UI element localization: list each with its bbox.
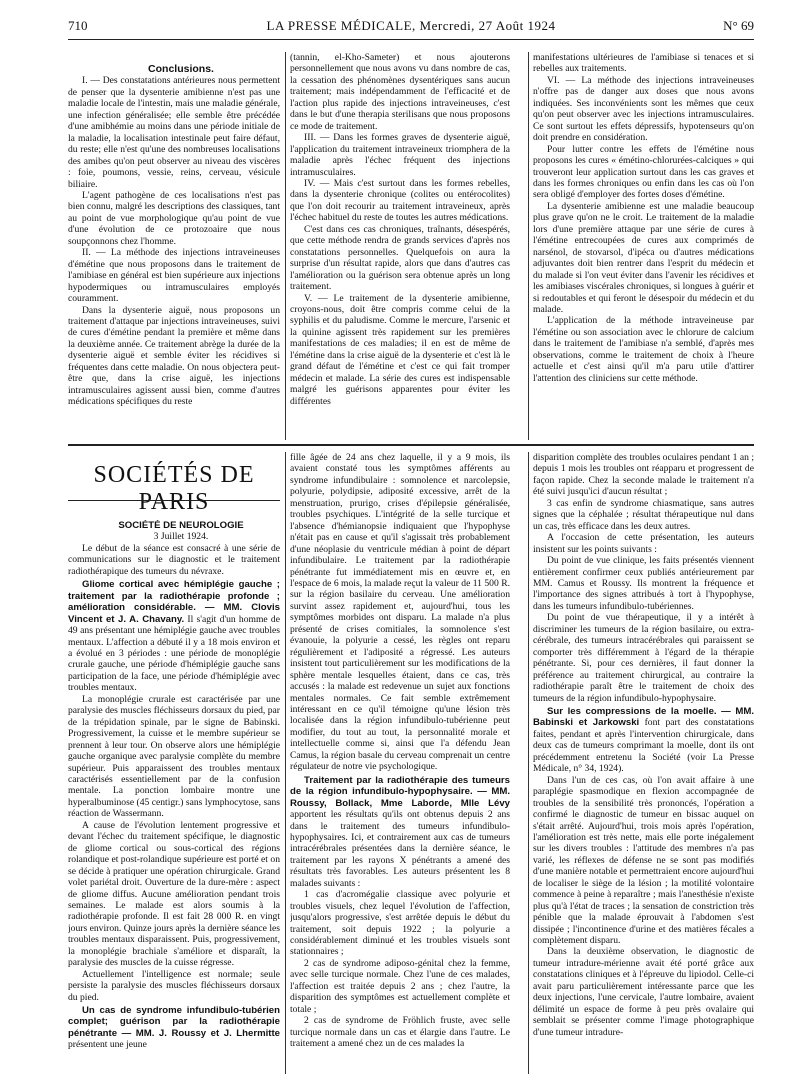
paragraph: II. — La méthode des injections intraveineuses d'émétine que nous proposons dans le traitement de l'amibiase en général est bien supérieure aux injections hypodermiques ou intramusculaires employés couramment. [68, 247, 280, 305]
column-divider [528, 52, 529, 440]
top-column-3 [533, 52, 754, 444]
session-date: 3 Juillet 1924. [153, 531, 209, 543]
top-column-2 [290, 52, 510, 444]
communication-title: Traitement par la radiothérapie des tumeurs de la région infundibulo-hypophysaire. — MM. Roussy, Bollack, Mme Laborde, Mlle Lévy [290, 774, 510, 809]
conclusions-heading: Conclusions. [148, 64, 214, 75]
paragraph: disparition complète des troubles oculaires pendant 1 an ; depuis 1 mois les troubles ont réapparu et progressent de façon rapide. Chez la seconde malade le traitement n'a été suivi jusqu'ici d'aucun résultat ; [533, 452, 754, 498]
communication-title: Sur les compressions de la moelle. — MM. Babinski et Jarkowski [533, 705, 754, 729]
communication-title: Gliome cortical avec hémiplégie gauche ; traitement par la radiothérapie profonde ; amélioration considérable. — MM. Clovis Vincent et J. A. Chavany. [68, 579, 280, 625]
paragraph: Dans la deuxième observation, le diagnostic de tumeur intradure-mérienne avait été porté grâce aux constatations cliniques et à l'épreuve du lipiodol. Celle-ci avait paru particulièrement intéressante parce que les deux injections, l'une cervicale, l'autre lombaire, avaient délimité un espace de forme à peu près ovalaire qui semblait se présenter comme l'image photographique d'une tumeur intradure- [533, 946, 754, 1038]
paragraph: III. — Dans les formes graves de dysenterie aiguë, l'application du traitement intraveineux triomphera de la maladie après l'échec fréquent des injections intramusculaires. [290, 132, 510, 178]
paragraph: Le début de la séance est consacré à une série de communications sur le diagnostic et le traitement radiothérapique des tumeurs du névraxe. [68, 542, 280, 577]
paragraph: La monoplégie crurale est caractérisée par une paralysie des muscles fléchisseurs dorsaux du pied, par de la trépidation spinale, par le signe de Babinski. Progressivement, la cuisse et le membre supérieur se prennent à leur tour. On observe alors une hémiplégie gauche organique avec paralysie complète du membre supérieur. Puis apparaissent des troubles mentaux caractérisés essentiellement par de la confusion mentale. La ponction lombaire montre une hyperalbuminose (45 centigr.) sans lymphocytose, sans réaction de Wassermann. [68, 693, 280, 820]
bottom-column-2 [290, 452, 510, 1078]
paragraph: 3 cas enfin de syndrome chiasmatique, sans autres signes que la céphalée ; résultat thérapeutique nul dans un cas, très efficace dans les deux autres. [533, 497, 754, 532]
paragraph: C'est dans ces cas chroniques, traînants, désespérés, que cette méthode rendra de grands services d'après nos constatations personnelles. Quelquefois on aura la surprise d'un résultat rapide, alors que dans d'autres cas l'amélioration ou la guérison sera obtenue après un long traitement. [290, 223, 510, 293]
paragraph: manifestations ultérieures de l'amibiase si tenaces et si rebelles aux traitements. [533, 52, 754, 75]
bottom-column-3 [533, 452, 754, 1078]
page-header [68, 18, 754, 36]
bottom-column-1 [68, 520, 280, 1078]
paragraph: Du point de vue thérapeutique, il y a intérêt à discriminer les tumeurs de la région basilaire, ou extra-cérébrale, des tumeurs intracérébrales qui paraissent se comporter très différemment à l'égard de la thérapie pénétrante. Si, pour ces dernières, il faut donner la préférence au traitement chirurgical, au contraire la radiothérapie paraît être le traitement de choix des tumeurs de la région infundibulo-hypophysaire. [533, 612, 754, 704]
paragraph: A l'occasion de cette présentation, les auteurs insistent sur les points suivants : [533, 532, 754, 555]
header-rule [68, 39, 754, 40]
column-divider [285, 52, 286, 440]
paragraph: Dans l'un de ces cas, où l'on avait affaire à une paraplégie spasmodique en flexion accompagnée de troubles de la sensibilité très prononcés, l'opération a confirmé le diagnostic de tumeur en bissac auquel on s'était arrêté. Aujourd'hui, trois mois après l'opération, l'amélioration est très nette, mais elle porte inégalement sur les divers troubles : l'attitude des membres n'a pas varié, les réflexes de défense ne se sont pas modifiés d'une manière notable et permettraient encore aujourd'hui de localiser le siège de la lésion ; la motilité volontaire commence à peine à reparaître ; mais l'anesthésie n'existe plus qu'à l'état de traces ; la sensation de constriction très pénible que la malade éprouvait à l'abdomen s'est dissipée ; l'incontinence d'urine et des matières fécales a complètement disparu. [533, 774, 754, 947]
paragraph: Du point de vue clinique, les faits présentés viennent entièrement confirmer ceux publiés antérieurement par MM. Camus et Roussy. Ils montrent la fréquence et l'importance des signes attribués à tort à l'hypophyse, dans les tumeurs infundibulo-tubériennes. [533, 555, 754, 612]
paragraph: Dans la dysenterie aiguë, nous proposons un traitement d'attaque par injections intraveineuses, suivi de cures d'émétine pendant la première et même dans la deuxième année. Ce traitement abrège la durée de la dysenterie aiguë et semble éviter les récidives si fréquentes dans cette maladie. On nous objectera peut-être que, dans la crise aiguë, les injections intramusculaires agissent aussi bien, comme d'autres médications spécifiques du reste [68, 304, 280, 408]
column-divider [528, 452, 529, 1074]
paragraph: 1 cas d'acromégalie classique avec polyurie et troubles visuels, chez lequel l'évolution de l'affection, jusqu'alors progressive, s'est arrêtée depuis le début du traitement, soit depuis 1922 ; la polyurie a considérablement diminué et les troubles visuels sont stationnaires ; [290, 889, 510, 958]
paragraph: 2 cas de syndrome de Fröhlich fruste, avec selle turcique normale dans un cas et élargie dans l'autre. Le traitement a amené chez un de ces malades la [290, 1015, 510, 1050]
title-rule [68, 500, 280, 501]
paragraph: présentent une jeune [68, 1039, 147, 1051]
paragraph: VI. — La méthode des injections intraveineuses n'offre pas de danger aux doses que nous avons indiquées. Ses inconvénients sont les mêmes que ceux qu'on peut observer avec les injections intramusculaires. Ce sont surtout les effets dépressifs, hypotenseurs qu'on doit prendre en considération. [533, 74, 754, 144]
paragraph: apportent les résultats qu'ils ont obtenus depuis 2 ans dans le traitement des tumeurs infundibulo-hypophysaires. Ici, et contrairement aux cas de tumeurs intracérébrales présentées dans la dernière séance, le traitement par les rayons X pénétrants a amené des résultats très favorables. Les auteurs présentent les 8 malades suivants : [290, 809, 510, 889]
top-column-1 [68, 64, 280, 444]
journal-title: LA PRESSE MÉDICALE, Mercredi, 27 Août 1924 [266, 18, 556, 33]
section-title: SOCIÉTÉS DE PARIS [93, 462, 255, 515]
paragraph: 2 cas de syndrome adiposo-génital chez la femme, avec selle turcique normale. Chez l'une de ces malades, l'affection est traitée depuis 2 ans ; chez l'autre, la disparition des symptômes est actuellement complète et totale ; [290, 957, 510, 1015]
society-name: SOCIÉTÉ DE NEUROLOGIE [118, 520, 244, 531]
paragraph: La dysenterie amibienne est une maladie beaucoup plus grave qu'on ne le croit. Le traitement de la maladie lors d'une première attaque par une série de cures à l'émétine entrecoupées de cures aux comprimés de narsénol, de stovarsol, d'ipéca ou d'autres médications adjuvantes doit bien rentrer dans l'esprit du médecin et du malade si l'on veut éviter dans l'avenir les récidives et les amibiases viscérales chroniques, si longues à guérir et si redoutables et qui feront le désespoir du médecin et du malade. [533, 200, 754, 315]
issue-number: N° 69 [723, 18, 754, 33]
paragraph: I. — Des constatations antérieures nous permettent de penser que la dysenterie amibienne n'est pas une maladie locale de l'intestin, mais une maladie générale, une infection généralisée; elle semble être précédée d'une amibhémie au moins dans une période initiale de la maladie, la localisation intestinale peut faire défaut, du reste; elle n'est qu'une des nombreuses localisations des amibes qu'on peut observer au niveau des viscères : foie, poumons, vessie, reins, cerveau, vésicule biliaire. [68, 75, 280, 190]
paragraph: (tannin, el-Kho-Sameter) et nous ajouterons personnellement que nous avons vu dans nombre de cas, la cessation des phénomènes dysentériques sans aucun traitement; mais indépendamment de l'efficacité et de l'action plus rapide des injections intraveineuses, c'est dans le but d'une therapia sterilisans que nous proposons ce mode de traitement. [290, 52, 510, 132]
paragraph: font part des constatations faites, pendant et après l'intervention chirurgicale, dans deux cas de tumeurs comprimant la moelle, dont ils ont précédemment entretenu la Société (voir La Presse Médicale, n° 34, 1924). [533, 717, 754, 775]
paragraph: fille âgée de 24 ans chez laquelle, il y a 9 mois, ils avaient constaté tous les symptômes afférents au syndrome infundibulaire : somnolence et narcolepsie, polyurie, polydipsie, adiposité excessive, arrêt de la menstruation, prurigo, crises d'épilepsie généralisée, troubles psychiques. L'intégrité de la selle turcique et l'absence d'hémianopsie indiquaient que l'hypophyse n'était pas en cause et qu'il s'agissait très probablement d'une néoplasie du ventricule médian à point de départ infundibulaire. Le traitement par la radiothérapie pénétrante fut immédiatement mis en œuvre et, en l'espace de 6 mois, la malade reçut la valeur de 11 500 R. sur la région basilaire du cerveau. Une amélioration survint assez rapidement et, aujourd'hui, tous les symptômes morbides ont disparu. La malade n'a plus présenté de crises comitiales, la somnolence s'est évanouie, la polyurie a cessé, les règles ont reparu régulièrement et l'adiposité a régressé. Les auteurs insistent tout particulièrement sur les modifications de la sphère mentale lesquelles étaient, dans ce cas, très accusés : la malade est redevenue un sujet aux fonctions mentales normales. Ce fait semble extrêmement intéressant en ce qu'il témoigne qu'une lésion très localisée dans la région infundibulo-tubérienne peut modifier, du tout au tout, la personnalité morale et intellectuelle comme si, ainsi que l'a défendu Jean Camus, la région basale du cerveau comprenait un centre régulateur de notre vie psychologique. [290, 452, 510, 773]
page-number: 710 [68, 18, 88, 33]
paragraph: A cause de l'évolution lentement progressive et devant l'échec du traitement spécifique, le diagnostic de gliome cortical ou sous-cortical des régions rolandique et post-rolandique supérieure est porté et on se décide à pratiquer une opération chirurgicale. Grand volet pariétal droit. Ouverture de la dure-mère : aspect de gliome diffus. Aucune amélioration pendant trois semaines. Le malade est alors soumis à la radiothérapie profonde. Il est fait 28 000 R. en vingt jours environ. Quinze jours après la dernière séance les troubles mentaux disparaissent. Puis, progressivement, la monoplégie brachiale s'améliore et disparaît, la paralysie des muscles de la cuisse régresse. [68, 819, 280, 969]
paragraph: L'agent pathogène de ces localisations n'est pas bien connu, malgré les descriptions des classiques, tant au point de vue morphologique qu'au point de vue d'une évolution de ce protozoaire que nous soupçonnons chez l'homme. [68, 189, 280, 247]
column-divider [285, 452, 286, 1074]
paragraph: Il s'agit d'un homme de 49 ans présentant une hémiplégie gauche avec troubles mentaux. L'affection a débuté il y a 18 mois environ et a évolué en 3 périodes : une période de monoplégie crurale gauche, une période d'hémiplégie gauche sans participation de la face, une période d'hémiplégie avec troubles mentaux. [68, 613, 280, 694]
paragraph: V. — Le traitement de la dysenterie amibienne, croyons-nous, doit être compris comme celui de la syphilis et du paludisme. Comme le mercure, l'arsenic et la quinine agissent très rapidement sur les premières manifestations de ces maladies; il en est de même de l'émétine dans la crise aiguë de la dysenterie et c'est là le grand défaut de l'émétine et c'est ce qui fait tromper médecin et malade. La série des cures est indispensable malgré les guérisons apparentes pour éviter les différentes [290, 292, 510, 407]
section-rule [68, 444, 754, 446]
paragraph: L'application de la méthode intraveineuse par l'émétine ou son association avec le chlorure de calcium dans le traitement de l'amibiase n'a semblé, d'après mes observations, comme le traitement de choix à l'heure actuelle et c'est ainsi qu'il m'a paru utile d'attirer l'attention des cliniciens sur cette méthode. [533, 315, 754, 384]
paragraph: IV. — Mais c'est surtout dans les formes rebelles, dans la dysenterie chronique (colites ou entérocolites) que l'on doit recourir au traitement intraveineux, après l'échec habituel du reste de toutes les autres médications. [290, 177, 510, 224]
paragraph: Pour lutter contre les effets de l'émétine nous proposons les cures « émétino-chlorurées-calciques » qui trouveront leur application surtout dans les cas graves et dans les formes chroniques ou enfin dans les cas où l'on sera obligé d'employer des fortes doses d'émétine. [533, 143, 754, 201]
communication-title: Un cas de syndrome infundibulo-tubérien complet; guérison par la radiothérapie pénétrante — MM. J. Roussy et J. Lhermitte [68, 1005, 280, 1039]
paragraph: Actuellement l'intelligence est normale; seule persiste la paralysie des muscles fléchisseurs dorsaux du pied. [68, 968, 280, 1003]
